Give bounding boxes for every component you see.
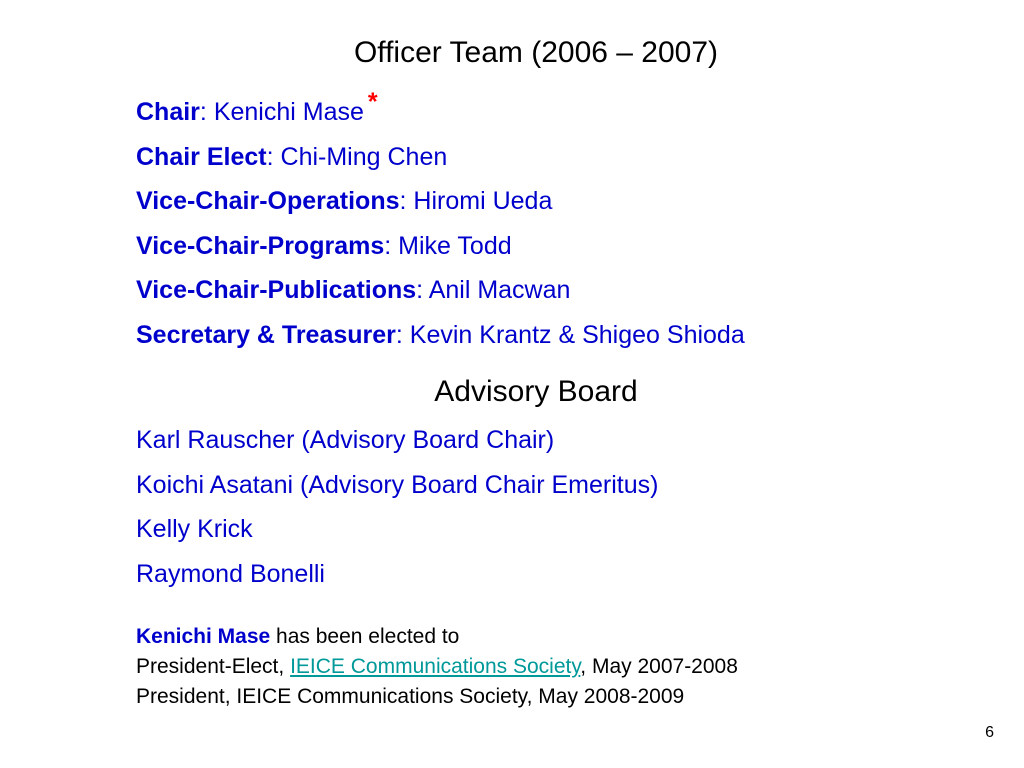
officer-name: Kevin Krantz & Shigeo Shioda: [409, 320, 745, 349]
officer-role: Secretary & Treasurer: [136, 320, 396, 349]
officer-row-vice-chair-programs: [136, 230, 745, 275]
officer-separator: :: [384, 231, 399, 260]
advisory-board-title: Advisory Board: [434, 375, 638, 408]
officer-separator: :: [266, 142, 281, 171]
advisory-member: Karl Rauscher (Advisory Board Chair): [136, 426, 555, 454]
officer-separator: :: [199, 98, 214, 126]
officer-row-vice-chair-operations: [136, 185, 745, 230]
note-line-3: President, IEICE Communications Society, May 2008-2009: [136, 685, 685, 708]
officer-list: [136, 88, 745, 363]
note-line-2: [136, 652, 738, 682]
officer-row-vice-chair-publications: [136, 274, 745, 319]
slide-title: Officer Team (2006 – 2007): [353, 36, 719, 69]
note-line-1: [136, 622, 738, 652]
advisory-member: Kelly Krick: [136, 515, 253, 543]
officer-role: Chair: [136, 98, 200, 126]
officer-name: Anil Macwan: [428, 276, 571, 304]
officer-role: Vice-Chair-Programs: [136, 231, 385, 260]
advisory-member: Raymond Bonelli: [136, 559, 325, 588]
officer-separator: :: [399, 187, 414, 215]
advisory-board-list: [136, 424, 658, 602]
officer-separator: :: [416, 276, 429, 304]
officer-name: Kenichi Mase: [213, 98, 364, 126]
officer-row-chair: [136, 88, 745, 141]
election-note: [136, 622, 738, 712]
ieice-communications-society-link[interactable]: IEICE Communications Society: [290, 655, 581, 678]
officer-row-secretary-treasurer: [136, 319, 745, 364]
officer-name: Hiromi Ueda: [413, 187, 553, 215]
advisory-member: Koichi Asatani (Advisory Board Chair Emeritus): [136, 470, 659, 499]
officer-role: Vice-Chair-Operations: [136, 187, 400, 215]
officer-name: Mike Todd: [398, 231, 512, 260]
officer-row-chair-elect: [136, 141, 745, 186]
page-number: 6: [985, 724, 994, 741]
asterisk-icon: *: [367, 88, 378, 116]
officer-name: Chi-Ming Chen: [280, 142, 448, 171]
officer-role: Chair Elect: [136, 142, 267, 171]
note-line-1-text: has been elected to: [270, 625, 460, 648]
officer-role: Vice-Chair-Publications: [136, 276, 417, 304]
officer-separator: :: [395, 320, 410, 349]
note-line-2-suffix: , May 2007-2008: [580, 655, 738, 678]
note-name: Kenichi Mase: [136, 625, 271, 648]
note-line-2-prefix: President-Elect,: [136, 655, 291, 678]
